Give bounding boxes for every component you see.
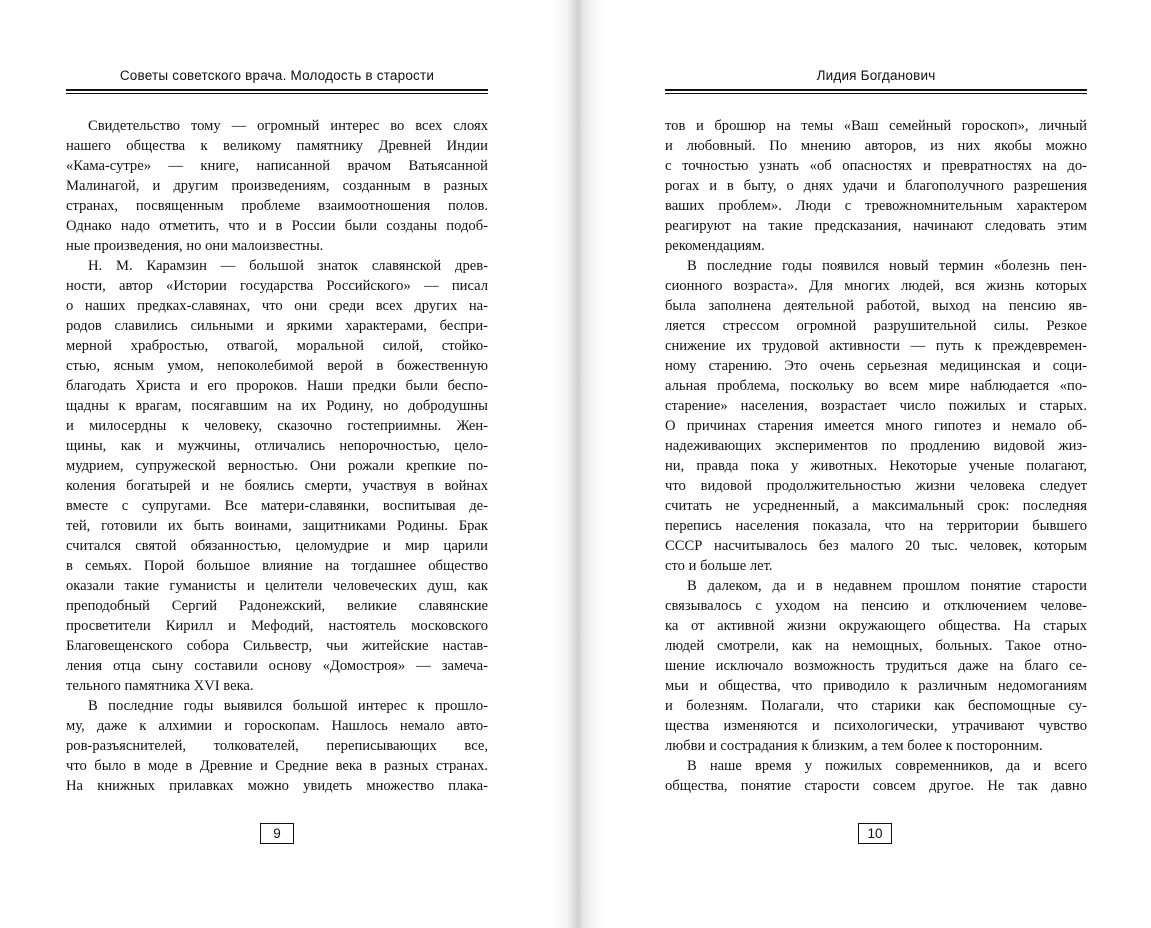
text-line: благодать Христа и его пророков. Наши предки были беспо- xyxy=(66,378,488,394)
right-page-number: 10 xyxy=(858,823,892,844)
text-line: альная проблема, поскольку во всем мире наблюдается «по- xyxy=(665,378,1087,394)
text-line: сто и больше лет. xyxy=(665,558,773,574)
text-line: Н. М. Карамзин — большой знаток славянской древ- xyxy=(88,258,488,274)
left-running-head: Советы советского врача. Молодость в старости xyxy=(119,68,435,83)
text-line: мудрием, супружеской верностью. Они рожали крепкие по- xyxy=(66,458,488,474)
text-line: людей смотрели, как на немощных, больных. Такое отно- xyxy=(665,638,1087,654)
text-line: мьи и общества, что приводило к различным недомоганиям xyxy=(665,678,1087,694)
text-line: В последние годы появился новый термин «болезнь пен- xyxy=(687,258,1087,274)
text-line: «Кама-сутре» — книге, написанной врачом Ватьясанной xyxy=(66,158,488,174)
text-line: ров-разъяснителей, толкователей, переписывающих все, xyxy=(66,738,488,754)
text-line: нашего общества к великому памятнику Древней Индии xyxy=(66,138,488,154)
text-line: О причинах старения имеется много гипотез и немало об- xyxy=(665,418,1087,434)
text-line: щины, как и мужчины, отличались непорочностью, цело- xyxy=(66,438,488,454)
text-line: Благовещенского собора Сильвестр, чьи житейские настав- xyxy=(66,638,488,654)
text-line: ления отца сыну составили основу «Домостроя» — замеча- xyxy=(66,658,488,674)
text-line: о наших предках-славянах, что они среди всех других на- xyxy=(66,298,488,314)
text-line: что было в моде в Древние и Средние века в разных странах. xyxy=(66,758,488,774)
text-line: ному старению. Это очень серьезная медицинская и соци- xyxy=(665,358,1087,374)
text-line: ляется стрессом огромной разрушительной силы. Резкое xyxy=(665,318,1087,334)
text-line: ни, правда пока у животных. Некоторые ученые полагают, xyxy=(665,458,1087,474)
text-line: ка от активной жизни окружающего общества. На старых xyxy=(665,618,1087,634)
text-line: реагируют на такие предсказания, начинают следовать этим xyxy=(665,218,1087,234)
text-line: считать не усредненный, а максимальный срок: последняя xyxy=(665,498,1087,514)
text-line: тов и брошюр на темы «Ваш семейный гороскоп», личный xyxy=(665,118,1087,134)
text-line: перепись населения показала, что на территории бывшего xyxy=(665,518,1087,534)
text-line: му, даже к алхимии и гороскопам. Нашлось немало авто- xyxy=(66,718,488,734)
text-line: любви и сострадания к близким, а тем более к посторонним. xyxy=(665,738,1043,754)
left-body-text xyxy=(66,116,488,796)
text-line: странах, посвященным проблеме взаимоотношения полов. xyxy=(66,198,488,214)
text-line: просветители Кирилл и Мефодий, настоятель московского xyxy=(66,618,488,634)
text-line: СССР насчитывалось без малого 20 тыс. человек, которым xyxy=(665,538,1087,554)
text-line: тельного памятника XVI века. xyxy=(66,678,254,694)
text-line: надеживающих экспериментов по продлению видовой жиз- xyxy=(665,438,1087,454)
text-line: сионного возраста». Для многих людей, вся жизнь которых xyxy=(665,278,1087,294)
text-line: родов славились сильными и яркими характерами, беспри- xyxy=(66,318,488,334)
text-line: щества изменяются и психологически, утрачивают чувство xyxy=(665,718,1087,734)
left-page xyxy=(66,0,488,928)
text-line: мерной храбростью, отвагой, моральной силой, стойко- xyxy=(66,338,488,354)
text-line: В наше время у пожилых современников, да и всего xyxy=(687,758,1087,774)
text-line: ности, автор «Истории государства Российского» — писал xyxy=(66,278,488,294)
text-line: общества, понятие старости совсем другое. Не так давно xyxy=(665,778,1087,794)
text-line: связывалось с уходом на пенсию и отключением челове- xyxy=(665,598,1087,614)
text-line: в семьях. Порой большое влияние на тогдашнее общество xyxy=(66,558,488,574)
text-line: коления богатырей и не боялись смерти, участвуя в войнах xyxy=(66,478,488,494)
book-gutter xyxy=(552,0,604,928)
text-line: с точностью узнать «об опасностях и превратностях на до- xyxy=(665,158,1087,174)
text-line: вместе с супругами. Все матери-славянки, воспитывая де- xyxy=(66,498,488,514)
text-line: В далеком, да и в недавнем прошлом понятие старости xyxy=(687,578,1087,594)
text-line: ваших проблем». Люди с тревожномнительным характером xyxy=(665,198,1087,214)
text-line: Свидетельство тому — огромный интерес во всех слоях xyxy=(88,118,488,134)
left-header-rule xyxy=(66,89,488,94)
text-line: и милосердны к человеку, сказочно гостеприимны. Жен- xyxy=(66,418,488,434)
text-line: была заполнена деятельной работой, выход на пенсию яв- xyxy=(665,298,1087,314)
text-line: что видовой продолжительностью жизни человека следует xyxy=(665,478,1087,494)
text-line: и болезням. Полагали, что старики как беспомощные су- xyxy=(665,698,1087,714)
text-line: рогах и в быту, о днях удачи и благополучного разрешения xyxy=(665,178,1087,194)
right-running-head: Лидия Богданович xyxy=(816,68,936,83)
text-line: и любовный. По мнению авторов, из них якобы можно xyxy=(665,138,1087,154)
text-line: тей, готовили их быть воинами, защитниками Родины. Брак xyxy=(66,518,488,534)
right-header-rule xyxy=(665,89,1087,94)
text-line: щадны к врагам, посягавшим на их Родину, но добродушны xyxy=(66,398,488,414)
text-line: стью, ясным умом, непоколебимой верой в божественную xyxy=(66,358,488,374)
text-line: Однако надо отметить, что и в России были созданы подоб- xyxy=(66,218,488,234)
right-page xyxy=(665,0,1087,928)
text-line: В последние годы выявился большой интерес к прошло- xyxy=(88,698,488,714)
text-line: шение исключало возможность трудиться даже на благо се- xyxy=(665,658,1087,674)
left-page-number: 9 xyxy=(260,823,294,844)
text-line: преподобный Сергий Радонежский, великие славянские xyxy=(66,598,488,614)
text-line: рекомендациям. xyxy=(665,238,765,254)
text-line: На книжных прилавках можно увидеть множество плака- xyxy=(66,778,488,794)
text-line: считался святой обязанностью, целомудрие и мир царили xyxy=(66,538,488,554)
text-line: Малинагой, и другим произведениям, созданным в разных xyxy=(66,178,488,194)
text-line: ные произведения, но они малоизвестны. xyxy=(66,238,324,254)
text-line: старение» населения, возрастает число пожилых и старых. xyxy=(665,398,1087,414)
right-body-text xyxy=(665,116,1087,796)
text-line: снижение их трудовой активности — путь к преждевремен- xyxy=(665,338,1087,354)
text-line: оказали такие гуманисты и целители человеческих душ, как xyxy=(66,578,488,594)
